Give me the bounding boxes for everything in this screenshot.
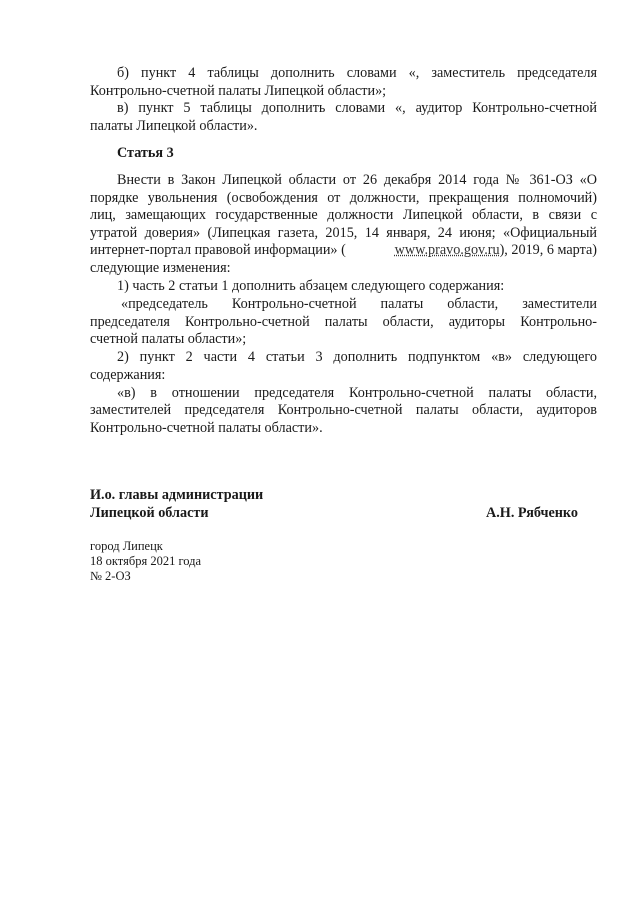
quote2-line1: «в) в отношении председателя Контрольно-счетной палаты области, [117, 385, 597, 401]
signatory-name: А.Н. Рябченко [486, 505, 579, 521]
signatory-title-line1: И.о. главы администрации [90, 487, 264, 503]
footer-number: № 2-ОЗ [90, 569, 131, 583]
article3-intro-line5 [90, 241, 597, 259]
signatory-title-line2: Липецкой области [90, 505, 209, 521]
article3-heading: Статья 3 [117, 145, 174, 161]
quote2-line2: заместителей председателя Контрольно-счетной палаты области, аудиторов [90, 402, 597, 418]
footer-city: город Липецк [90, 539, 163, 553]
quote1-line3: счетной палаты области»; [90, 331, 247, 347]
item2-line2: содержания: [90, 367, 166, 383]
item2-line1: 2) пункт 2 части 4 статьи 3 дополнить подпунктом «в» следующего [117, 349, 597, 365]
amendment-v-line1: в) пункт 5 таблицы дополнить словами «, аудитор Контрольно-счетной [117, 100, 597, 116]
article3-intro-line3: лиц, замещающих государственные должности Липецкой области, в связи с [90, 207, 597, 223]
amendment-v-line2: палаты Липецкой области». [90, 118, 258, 134]
item1-line1: 1) часть 2 статьи 1 дополнить абзацем следующего содержания: [117, 278, 505, 294]
quote1-line1: «председатель Контрольно-счетной палаты области, заместители [121, 296, 597, 312]
article3-intro-line6: следующие изменения: [90, 260, 231, 276]
footer-date: 18 октября 2021 года [90, 554, 202, 568]
pravo-gov-link[interactable]: www.pravo.gov.ru [394, 242, 500, 258]
intro-line5-text: интернет-портал правовой информации» ( [90, 242, 346, 258]
amendment-b-line2: Контрольно-счетной палаты Липецкой области»; [90, 83, 387, 99]
article3-intro-line1: Внести в Закон Липецкой области от 26 декабря 2014 года № 361-ОЗ «О [117, 172, 597, 188]
quote2-line3: Контрольно-счетной палаты области». [90, 420, 323, 436]
intro-line5-tail: ), 2019, 6 марта) [499, 242, 597, 258]
article3-intro-line2: порядке увольнения (освобождения от должности, прекращения полномочий) [90, 190, 597, 206]
amendment-b-line1: б) пункт 4 таблицы дополнить словами «, заместитель председателя [117, 65, 597, 81]
quote1-line2: председателя Контрольно-счетной палаты области, аудиторы Контрольно- [90, 314, 597, 330]
intro-line5-rest [395, 241, 597, 259]
article3-intro-line4: утратой доверия» (Липецкая газета, 2015, 14 января, 24 июня; «Официальный [90, 225, 597, 241]
